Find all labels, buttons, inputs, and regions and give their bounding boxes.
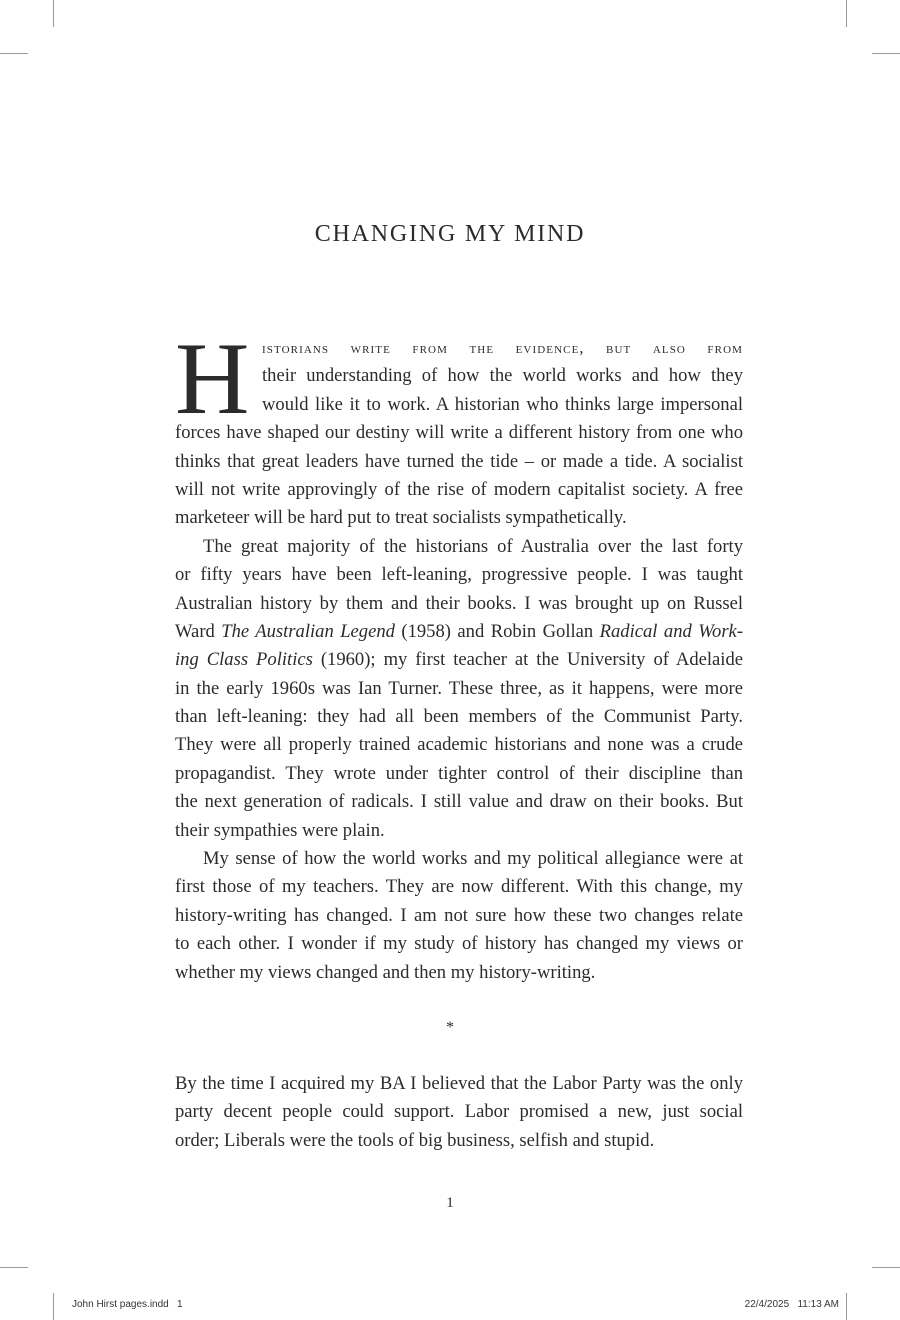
text-line: their understanding of how the world works and how they [262, 365, 743, 387]
text-line: forces have shaped our destiny will write a different history from one who [175, 422, 743, 444]
crop-mark [846, 0, 847, 27]
text-line: My sense of how the world works and my political allegiance were at [203, 848, 743, 870]
crop-mark [0, 1267, 28, 1268]
text-line: in the early 1960s was Ian Turner. These three, as it happens, were more [175, 677, 743, 699]
text-line: their sympathies were plain. [175, 819, 385, 841]
text-line: They were all properly trained academic historians and none was a crude [175, 734, 743, 756]
text-line: Ward The Australian Legend (1958) and Robin Gollan Radical and Work- [175, 620, 744, 642]
text-line: party decent people could support. Labor promised a new, just social [175, 1101, 743, 1123]
text-line: than left-leaning: they had all been members of the Communist Party. [175, 706, 743, 728]
body-text [175, 322, 744, 987]
book-title: Radical and Work- [599, 620, 744, 642]
text-line: Australian history by them and their books. I was brought up on Russel [175, 592, 743, 614]
crop-mark [872, 53, 900, 54]
crop-mark [0, 53, 28, 54]
text-line: or fifty years have been left-leaning, progressive people. I was taught [175, 564, 743, 586]
page-number: 1 [446, 1195, 454, 1211]
text-line: to each other. I wonder if my study of history has changed my views or [175, 933, 743, 955]
text-line: whether my views changed and then my history-writing. [175, 961, 596, 983]
book-title: The Australian Legend [221, 620, 395, 642]
text-line: ing Class Politics (1960); my first teacher at the University of Adelaide [175, 649, 744, 671]
slug-file: John Hirst pages.indd 1 [72, 1299, 183, 1310]
section-break: * [446, 1019, 454, 1036]
text-line: thinks that great leaders have turned the tide – or made a tide. A socialist [175, 450, 743, 472]
text-line: propagandist. They wrote under tighter control of their discipline than [175, 762, 743, 784]
drop-cap: H [175, 322, 250, 436]
slug-datetime: 22/4/2025 11:13 AM [744, 1299, 839, 1310]
crop-mark [53, 0, 54, 27]
text-line: order; Liberals were the tools of big business, selfish and stupid. [175, 1129, 655, 1151]
text-line: first those of my teachers. They are now different. With this change, my [175, 876, 743, 898]
text-line: The great majority of the historians of Australia over the last forty [203, 535, 743, 557]
crop-mark [846, 1293, 847, 1320]
text-line: istorians write from the evidence, but also from [262, 338, 743, 357]
text-line: would like it to work. A historian who thinks large impersonal [262, 393, 743, 415]
crop-mark [53, 1293, 54, 1320]
book-title: ing Class Politics [175, 649, 313, 671]
text-line: By the time I acquired my BA I believed that the Labor Party was the only [175, 1073, 743, 1094]
crop-mark [872, 1267, 900, 1268]
text-line: marketeer will be hard put to treat socialists sympathetically. [175, 507, 627, 529]
text-line: will not write approvingly of the rise of modern capitalist society. A free [175, 478, 743, 500]
text-line: the next generation of radicals. I still value and draw on their books. But [175, 791, 743, 813]
chapter-title: CHANGING MY MIND [314, 221, 586, 247]
body-text-section-2 [175, 1070, 743, 1155]
text-line: history-writing has changed. I am not sure how these two changes relate [175, 904, 743, 926]
